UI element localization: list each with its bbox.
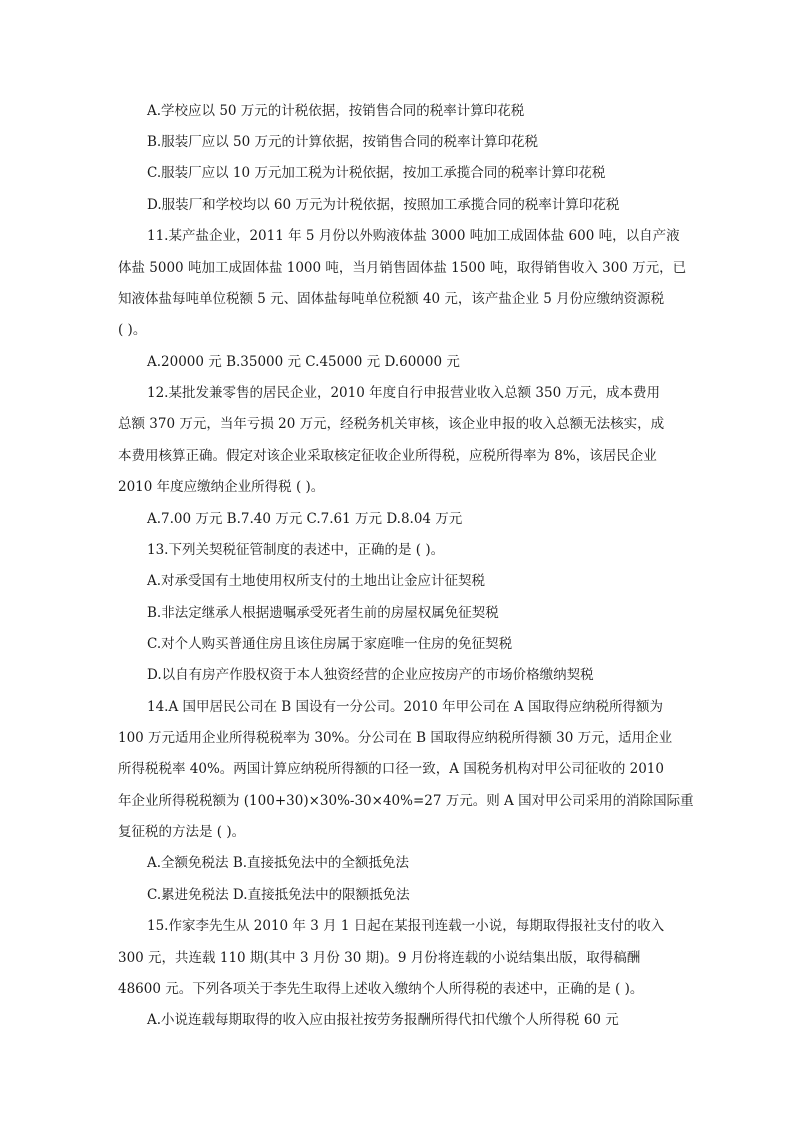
question-12-options: A.7.00 万元 B.7.40 万元 C.7.61 万元 D.8.04 万元 <box>147 511 463 527</box>
question-15-line: 48600 元。下列各项关于李先生取得上述收入缴纳个人所得税的表述中，正确的是 ( )。 <box>118 981 644 997</box>
option-b-line: B.服装厂应以 50 万元的计算依据，按销售合同的税率计算印花税 <box>147 134 538 150</box>
option-b-line: B.非法定继承人根据遗嘱承受死者生前的房屋权属免征契税 <box>147 605 499 621</box>
question-11-options: A.20000 元 B.35000 元 C.45000 元 D.60000 元 <box>147 354 460 370</box>
question-14-line: 所得税税率 40%。两国计算应纳税所得额的口径一致，A 国税务机构对甲公司征收的 2010 <box>118 761 664 777</box>
option-d-line: D.以自有房产作股权资于本人独资经营的企业应按房产的市场价格缴纳契税 <box>147 667 594 683</box>
option-a-line: A.学校应以 50 万元的计税依据，按销售合同的税率计算印花税 <box>147 103 525 119</box>
option-d-line: D.服装厂和学校均以 60 万元为计税依据，按照加工承揽合同的税率计算印花税 <box>147 197 620 213</box>
question-14-options: C.累进免税法 D.直接抵免法中的限额抵免法 <box>147 887 410 903</box>
question-15-line: 15.作家李先生从 2010 年 3 月 1 日起在某报刊连载一小说，每期取得报社支付的收入 <box>147 918 665 934</box>
question-14-line: 14.A 国甲居民公司在 B 国设有一分公司。2010 年甲公司在 A 国取得应纳税所得额为 <box>147 699 663 715</box>
question-12-line: 2010 年度应缴纳企业所得税 ( )。 <box>118 479 325 495</box>
question-14-line: 年企业所得税税额为 (100+30)×30%-30×40%=27 万元。则 A 国对甲公司采用的消除国际重 <box>118 793 694 809</box>
question-14-line: 复征税的方法是 ( )。 <box>118 824 246 840</box>
question-11-line: 11.某产盐企业，2011 年 5 月份以外购液体盐 3000 吨加工成固体盐 600 吨，以自产液 <box>147 228 680 244</box>
question-11-line: 体盐 5000 吨加工成固体盐 1000 吨，当月销售固体盐 1500 吨，取得销售收入 300 万元，已 <box>118 260 687 276</box>
question-15-line: 300 元，共连载 110 期(其中 3 月份 30 期)。9 月份将连载的小说结集出版，取得稿酬 <box>118 950 641 966</box>
option-c-line: C.对个人购买普通住房且该住房属于家庭唯一住房的免征契税 <box>147 636 513 652</box>
option-c-line: C.服装厂应以 10 万元加工税为计税依据，按加工承揽合同的税率计算印花税 <box>147 165 606 181</box>
option-a-line: A.对承受国有土地使用权所支付的土地出让金应计征契税 <box>147 573 486 589</box>
question-11-line: 知液体盐每吨单位税额 5 元、固体盐每吨单位税额 40 元，该产盐企业 5 月份应缴纳资源税 <box>118 291 665 307</box>
option-a-line: A.小说连载每期取得的收入应由报社按劳务报酬所得代扣代缴个人所得税 60 元 <box>147 1012 619 1028</box>
question-11-line: ( )。 <box>118 322 147 338</box>
question-14-options: A.全额免税法 B.直接抵免法中的全额抵免法 <box>147 855 410 871</box>
question-12-line: 本费用核算正确。假定对该企业采取核定征收企业所得税，应税所得率为 8%，该居民企业 <box>118 448 657 464</box>
question-12-line: 12.某批发兼零售的居民企业，2010 年度自行申报营业收入总额 350 万元，成本费用 <box>147 385 660 401</box>
question-13-line: 13.下列关契税征管制度的表述中，正确的是 ( )。 <box>147 542 445 558</box>
question-12-line: 总额 370 万元，当年亏损 20 万元，经税务机关审核，该企业申报的收入总额无法核实，成 <box>118 416 665 432</box>
question-14-line: 100 万元适用企业所得税税率为 30%。分公司在 B 国取得应纳税所得额 30 万元，适用企业 <box>118 730 673 746</box>
